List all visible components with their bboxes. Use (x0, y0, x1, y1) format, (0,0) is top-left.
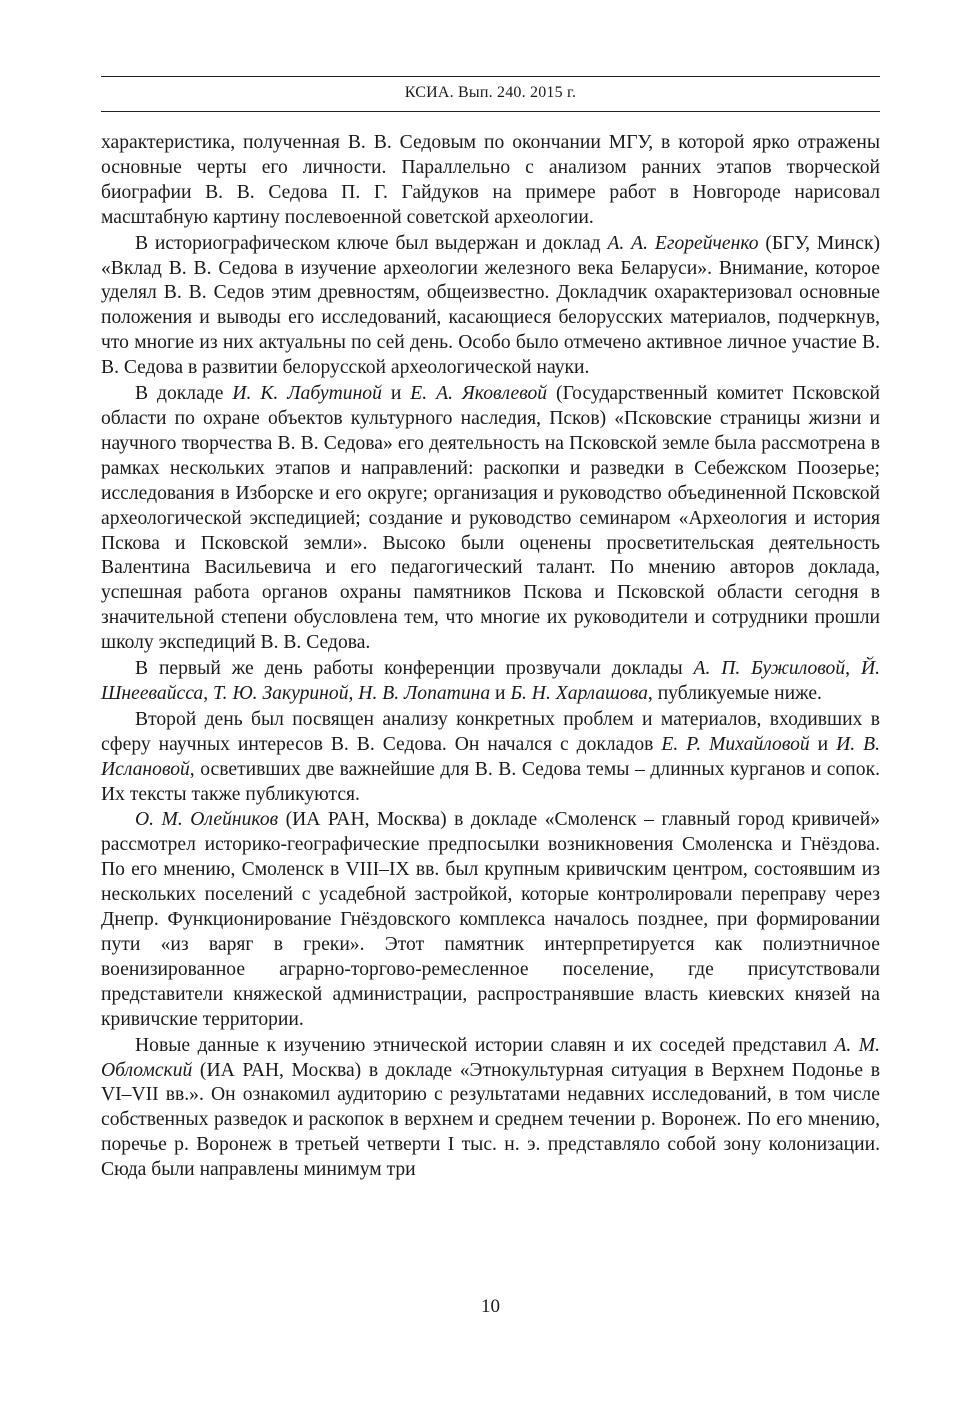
author-name: Б. Н. Харлашова (510, 682, 648, 704)
author-name: Й. Шнеевайсса (101, 658, 880, 704)
header-rule-top (101, 76, 880, 77)
header-rule-bottom (101, 111, 880, 112)
paragraph-2 (101, 232, 880, 381)
paragraph-1 (101, 131, 880, 231)
author-name: А. М. Обломский (101, 1034, 880, 1081)
text-segment: Новые данные к изучению этнической истории славян и их соседей представил (135, 1034, 835, 1056)
text-segment: и (381, 383, 411, 405)
article-body (101, 131, 880, 1183)
author-name: А. П. Бужиловой (693, 658, 846, 680)
text-segment: и (809, 733, 837, 755)
paragraph-6 (101, 808, 880, 1032)
author-name: И. В. Ислановой (101, 733, 880, 780)
text-segment: , (845, 658, 861, 680)
author-name: Т. Ю. Закуриной (213, 682, 349, 704)
paragraph-7 (101, 1034, 880, 1183)
text-segment: В первый же день работы конференции прозвучали доклады (135, 658, 694, 680)
text-segment: (БГУ, Минск) «Вклад В. В. Седова в изучение археологии железного века Беларуси». Внимание, которое уделял В. В. Седов этим древностям, общеизвестно. Докладчик охарактеризовал основные положения и выводы его исследований, касающиеся белорусских материалов, подчеркнув, что многие из них актуальны по сей день. Особо было отмечено активное личное участие В. В. Седова в развитии белорусской археологической науки. (101, 232, 881, 379)
text-segment: (ИА РАН, Москва) в докладе «Этнокультурная ситуация в Верхнем Подонье в VI–VII вв.». Он ознакомил аудиторию с результатами недавних исследований, в том числе собственных разведок и раскопок в верхнем и среднем течении р. Воронеж. По его мнению, поречье р. Воронеж в третьей четверти I тыс. н. э. представляло собой зону колонизации. Сюда были направлены минимум три (101, 1059, 880, 1181)
paragraph-3 (101, 382, 880, 656)
page-number: 10 (481, 1296, 500, 1317)
author-name: Н. В. Лопатина (358, 682, 491, 704)
text-segment: Второй день был посвящен анализу конкретных проблем и материалов, входивших в сферу научных интересов В. В. Седова. Он начался с докладов (101, 708, 880, 755)
author-name: А. А. Егорейченко (607, 232, 759, 254)
text-segment: , осветивших две важнейшие для В. В. Седова темы – длинных курганов и сопок. Их тексты также публикуются. (101, 758, 880, 805)
text-segment: характеристика, полученная В. В. Седовым по окончании МГУ, в которой ярко отражены основные черты его личности. Параллельно с анализом ранних этапов творческой биографии В. В. Седова П. Г. Гайдуков на примере работ в Новгороде нарисовал масштабную картину послевоенной советской археологии. (101, 132, 880, 228)
text-segment: , (348, 682, 359, 704)
paragraph-4 (101, 657, 880, 707)
author-name: И. К. Лабутиной (232, 383, 382, 405)
text-segment: , (203, 682, 213, 704)
author-name: Е. А. Яковлевой (410, 383, 548, 405)
text-segment: В докладе (135, 383, 233, 405)
text-segment: (ИА РАН, Москва) в докладе «Смоленск – главный город кривичей» рассмотрел историко-географические предпосылки возникновения Смоленска и Гнёздова. По его мнению, Смоленск в VIII–IX вв. был крупным кривичским центром, состоявшим из нескольких поселений с усадебной застройкой, которые контролировали переправу через Днепр. Функционирование Гнёздовского комплекса началось позднее, при формировании пути «из варяг в греки». Этот памятник интерпретируется как полиэтничное военизированное аграрно-торгово-ремесленное поселение, где присутствовали представители княжеской администрации, распространявшие власть киевских князей на кривичские территории. (101, 809, 881, 1030)
author-name: Е. Р. Михайловой (661, 733, 810, 755)
text-segment: , публикуемые ниже. (647, 682, 822, 704)
text-segment: и (490, 682, 511, 704)
paragraph-5 (101, 708, 880, 808)
text-segment: (Государственный комитет Псковской области по охране объектов культурного наследия, Псков) «Псковские страницы жизни и научного творчества В. В. Седова» его деятельность на Псковской земле была рассмотрена в рамках нескольких этапов и направлений: раскопки и разведки в Себежском Поозерье; исследования в Изборске и его округе; организация и руководство объединенной Псковской археологической экспедицией; создание и руководство семинаром «Археология и история Пскова и Псковской земли». Высоко были оценены просветительская деятельность Валентина Васильевича и его педагогический талант. По мнению авторов доклада, успешная работа органов охраны памятников Пскова и Псковской области сегодня в значительной степени обусловлена тем, что многие их руководители и сотрудники прошли школу экспедиций В. В. Седова. (101, 383, 880, 654)
text-segment: В историографическом ключе был выдержан и доклад (135, 232, 608, 254)
author-name: О. М. Олейников (135, 809, 279, 831)
running-header: КСИА. Вып. 240. 2015 г. (404, 84, 577, 101)
